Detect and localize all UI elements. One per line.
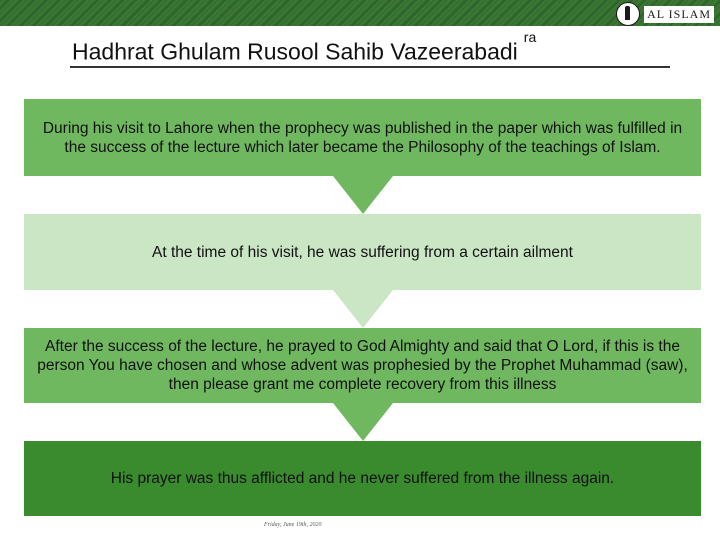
flow-step-1-text: During his visit to Lahore when the prophecy was published in the paper which was fulfilled in the success of the lecture which later became the Philosophy of the teachings of Islam. — [42, 119, 683, 156]
flow-step-4-text: His prayer was thus afflicted and he never suffered from the illness again. — [110, 470, 615, 487]
minaret-emblem-icon — [616, 2, 640, 26]
flow-step-2 — [24, 214, 701, 290]
slide-title — [72, 29, 537, 66]
al-islam-logo — [616, 2, 714, 26]
down-arrow-icon — [333, 176, 393, 214]
slide-title-text: Hadhrat Ghulam Rusool Sahib Vazeerabadi — [72, 38, 518, 65]
footer-date: Friday, June 19th, 2020 — [264, 522, 322, 528]
title-honorific: ra — [523, 29, 537, 45]
flow-step-4 — [24, 441, 701, 516]
down-arrow-icon — [333, 290, 393, 328]
logo-text: AL ISLAM — [644, 6, 714, 23]
top-banner — [0, 0, 720, 26]
flow-step-3-text: After the success of the lecture, he prayed to God Almighty and said that O Lord, if this is the person You have chosen and whose advent was prophesied by the Prophet Muhammad (saw), then please grant me complete recovery from this illness — [37, 338, 688, 393]
flow-step-2-text: At the time of his visit, he was suffering from a certain ailment — [152, 243, 573, 261]
flow-step-3 — [24, 328, 701, 403]
title-underline — [70, 66, 670, 68]
flow-step-1 — [24, 99, 701, 176]
down-arrow-icon — [333, 403, 393, 441]
